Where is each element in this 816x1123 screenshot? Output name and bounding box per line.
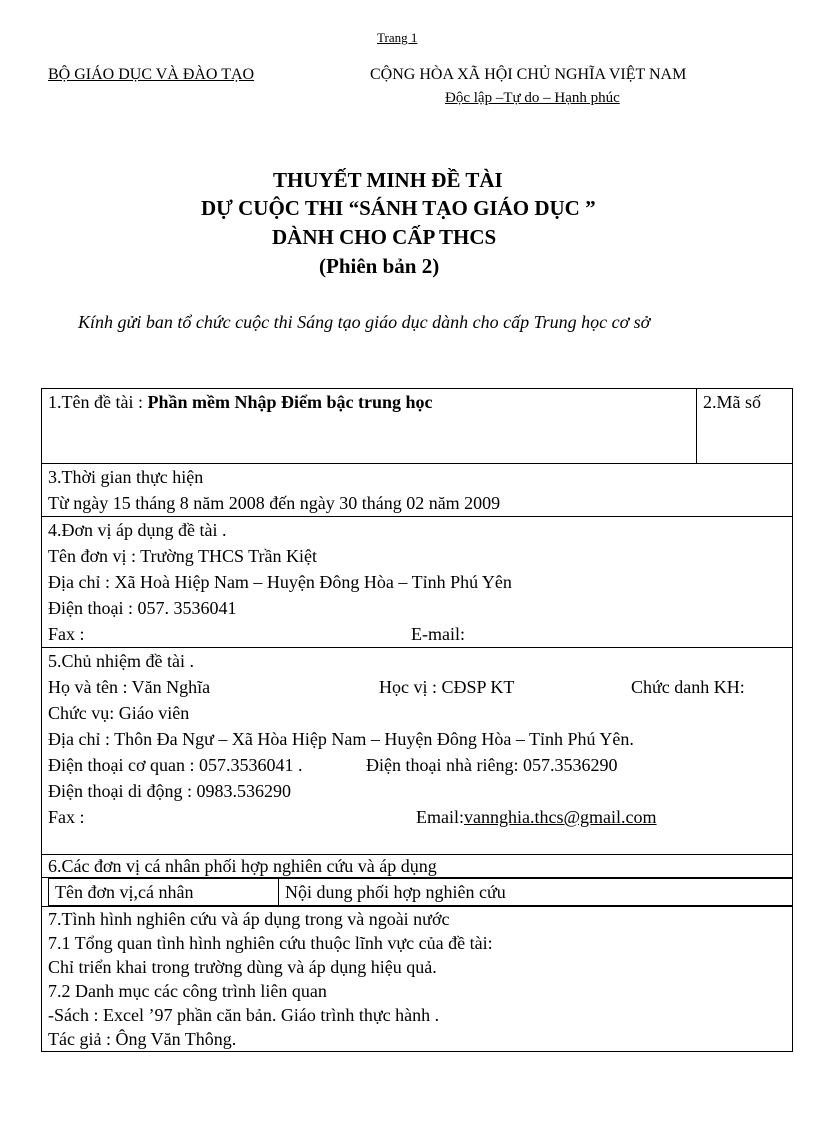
unit-address: Địa chỉ : Xã Hoà Hiệp Nam – Huyện Đông Hòa – Tỉnh Phú Yên [48,572,512,592]
leader-phone-row [48,752,792,778]
research-label: 7.Tình hình nghiên cứu và áp dụng trong và ngoài nước [48,909,450,929]
leader-fax: Fax : [48,807,85,827]
leader-section [42,648,793,855]
title-line-3: DÀNH CHO CẤP THCS [272,225,497,249]
partners-col-content: Nội dung phối hợp nghiên cứu [279,879,793,906]
unit-name: Tên đơn vị : Trường THCS Trần Kiệt [48,546,318,566]
project-form [41,388,793,1052]
project-title-cell [42,389,697,464]
unit-fax-email-row [48,621,792,647]
related-book: -Sách : Excel ’97 phần căn bản. Giáo trình thực hành . [48,1005,440,1025]
partners-col-unit: Tên đơn vị,cá nhân [49,879,279,906]
title-line-2: DỰ CUỘC THI “SÁNH TẠO GIÁO DỤC ” [201,196,596,220]
leader-name: Họ và tên : Văn Nghĩa [48,677,211,697]
related-author: Tác giả : Ông Văn Thông. [48,1029,237,1049]
research-overview-text: Chỉ triển khai trong trường dùng và áp dụng hiệu quả. [48,957,437,977]
national-motto: Độc lập –Tự do – Hạnh phúc [445,90,620,106]
research-overview-label: 7.1 Tổng quan tình hình nghiên cứu thuộc lĩnh vực của đề tài: [48,933,493,953]
leader-fax-email-row [48,804,792,830]
leader-mobile: Điện thoại di động : 0983.536290 [48,781,291,801]
leader-label: 5.Chủ nhiệm đề tài . [48,651,194,671]
project-code-cell [697,389,793,464]
unit-email: E-mail: [411,624,465,644]
leader-email-link[interactable]: vannghia.thcs@gmail.com [464,807,657,827]
project-code-label: 2.Mã số [703,392,761,412]
partners-label: 6.Các đơn vị cá nhân phối hợp nghiên cứu và áp dụng [48,856,437,876]
ministry-name: BỘ GIÁO DỤC VÀ ĐÀO TẠO [48,66,255,83]
title-line-1: THUYẾT MINH ĐỀ TÀI [273,168,503,192]
leader-email-label: Email: [416,807,464,827]
leader-degree: Học vị : CĐSP KT [379,677,515,697]
title-line-4: (Phiên bản 2) [319,254,440,278]
partners-section [42,855,793,878]
leader-name-row [48,674,792,700]
unit-phone: Điện thoại : 057. 3536041 [48,598,237,618]
greeting: Kính gửi ban tổ chức cuộc thi Sáng tạo giáo dục dành cho cấp Trung học cơ sở [78,312,651,332]
timeline-value: Từ ngày 15 tháng 8 năm 2008 đến ngày 30 tháng 02 năm 2009 [48,493,501,513]
unit-section [42,517,793,648]
leader-home-phone: Điện thoại nhà riêng: 057.3536290 [366,755,618,775]
leader-title: Chức danh KH: [631,677,745,697]
related-works-label: 7.2 Danh mục các công trình liên quan [48,981,327,1001]
timeline-label: 3.Thời gian thực hiện [48,467,204,487]
page-number: Trang 1 [377,30,418,45]
project-title-label: 1.Tên đề tài : [48,392,148,412]
country-name: CỘNG HÒA XÃ HỘI CHỦ NGHĨA VIỆT NAM [370,66,687,83]
leader-position: Chức vụ: Giáo viên [48,703,190,723]
project-title-value: Phần mềm Nhập Điểm bậc trung học [147,392,433,412]
research-section [42,907,793,1052]
leader-address: Địa chỉ : Thôn Đa Ngư – Xã Hòa Hiệp Nam – Huyện Đông Hòa – Tỉnh Phú Yên. [48,729,634,749]
partners-table [48,878,792,906]
timeline-section [42,464,793,517]
leader-office-phone: Điện thoại cơ quan : 057.3536041 . [48,755,303,775]
unit-fax: Fax : [48,624,85,644]
partners-table-cell [42,878,793,907]
unit-label: 4.Đơn vị áp dụng đề tài . [48,520,227,540]
